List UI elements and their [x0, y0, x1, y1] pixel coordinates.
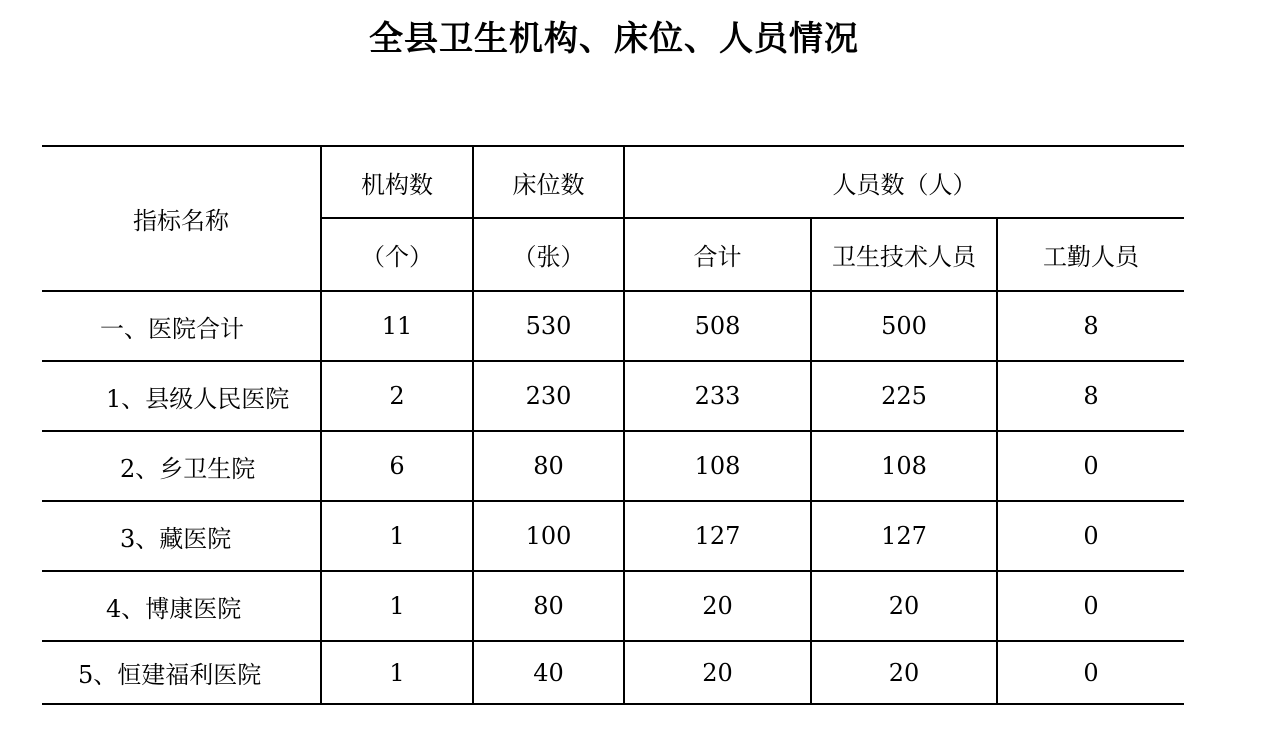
cell-institutions: 1	[321, 641, 473, 704]
header-indicator: 指标名称	[42, 146, 321, 291]
cell-beds: 100	[473, 501, 624, 571]
table-row	[42, 641, 1184, 704]
header-row-1	[42, 146, 1184, 218]
page-title: 全县卫生机构、床位、人员情况	[369, 19, 859, 59]
cell-staff-service: 0	[997, 501, 1184, 571]
table-row	[42, 431, 1184, 501]
table-row	[42, 361, 1184, 431]
cell-staff-total: 127	[624, 501, 811, 571]
header-staff-total: 合计	[624, 218, 811, 291]
table-row	[42, 571, 1184, 641]
header-beds-unit: （张）	[473, 218, 624, 291]
cell-institutions: 1	[321, 571, 473, 641]
row-name: 2、乡卫生院	[42, 431, 321, 501]
header-staff: 人员数（人）	[624, 146, 1184, 218]
table-row	[42, 501, 1184, 571]
cell-staff-tech: 20	[811, 641, 997, 704]
cell-staff-tech: 500	[811, 291, 997, 361]
cell-institutions: 11	[321, 291, 473, 361]
cell-staff-service: 0	[997, 641, 1184, 704]
header-beds: 床位数	[473, 146, 624, 218]
cell-staff-tech: 225	[811, 361, 997, 431]
header-staff-tech: 卫生技术人员	[811, 218, 997, 291]
row-name: 5、恒建福利医院	[42, 641, 321, 704]
row-name: 3、藏医院	[42, 501, 321, 571]
cell-staff-total: 508	[624, 291, 811, 361]
cell-staff-total: 20	[624, 641, 811, 704]
cell-staff-tech: 20	[811, 571, 997, 641]
header-institutions: 机构数	[321, 146, 473, 218]
cell-institutions: 2	[321, 361, 473, 431]
cell-institutions: 1	[321, 501, 473, 571]
cell-staff-service: 8	[997, 291, 1184, 361]
row-name: 一、医院合计	[42, 291, 321, 361]
cell-staff-tech: 108	[811, 431, 997, 501]
header-institutions-unit: （个）	[321, 218, 473, 291]
cell-beds: 230	[473, 361, 624, 431]
cell-staff-service: 0	[997, 571, 1184, 641]
cell-institutions: 6	[321, 431, 473, 501]
health-stats-table	[42, 145, 1184, 705]
table-row	[42, 291, 1184, 361]
cell-beds: 80	[473, 431, 624, 501]
cell-beds: 80	[473, 571, 624, 641]
cell-staff-total: 20	[624, 571, 811, 641]
cell-staff-total: 108	[624, 431, 811, 501]
cell-staff-tech: 127	[811, 501, 997, 571]
row-name: 1、县级人民医院	[42, 361, 321, 431]
cell-staff-total: 233	[624, 361, 811, 431]
header-staff-service: 工勤人员	[997, 218, 1184, 291]
row-name: 4、博康医院	[42, 571, 321, 641]
cell-staff-service: 8	[997, 361, 1184, 431]
cell-beds: 40	[473, 641, 624, 704]
cell-staff-service: 0	[997, 431, 1184, 501]
cell-beds: 530	[473, 291, 624, 361]
